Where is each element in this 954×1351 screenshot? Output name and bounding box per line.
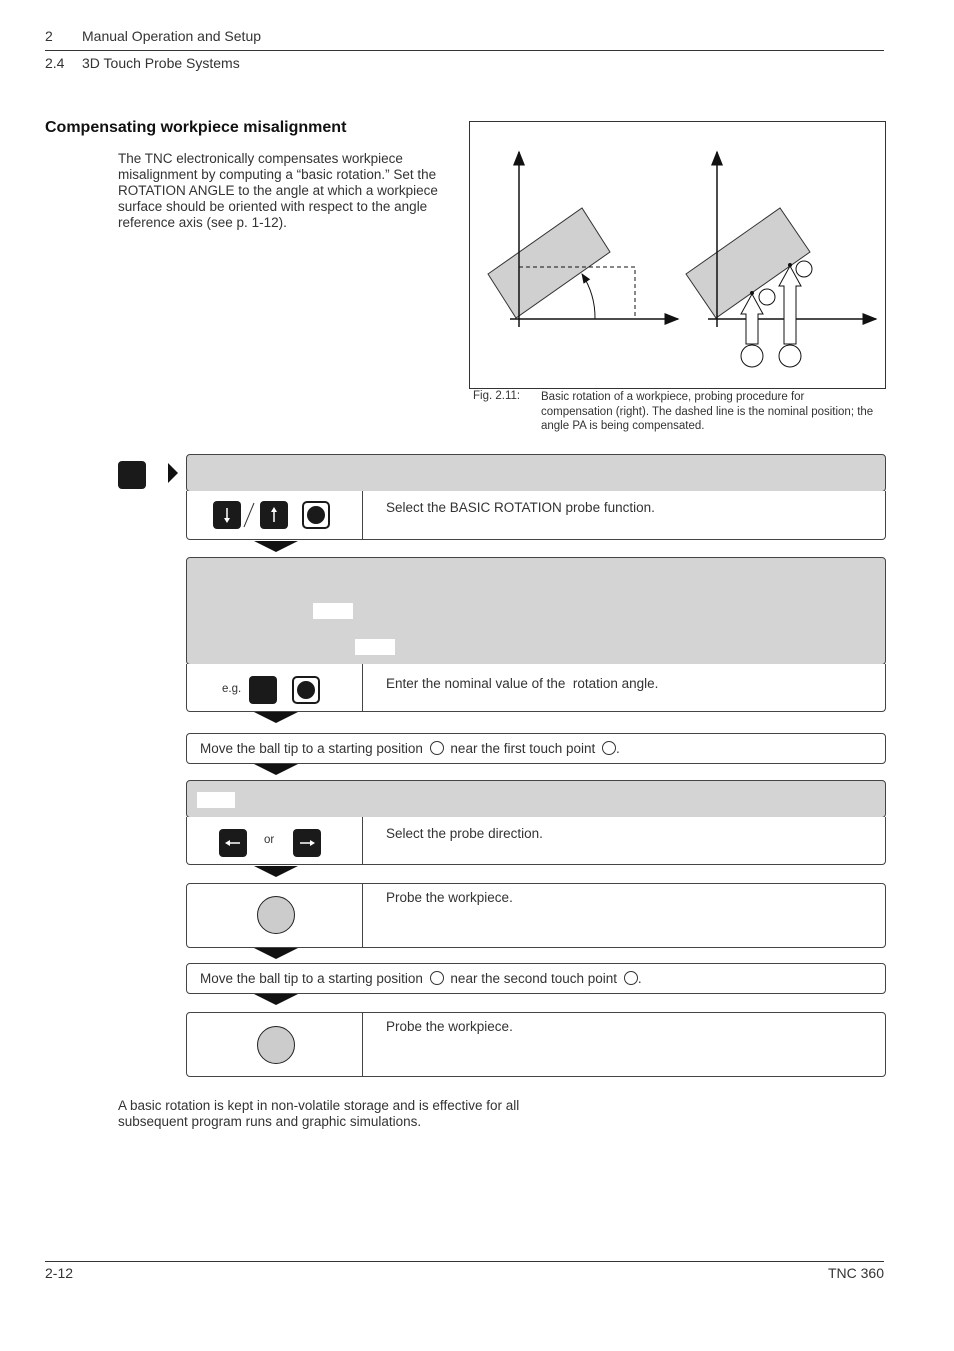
step-select-probe-direction	[186, 817, 886, 865]
footer-rule	[45, 1261, 884, 1262]
move2-end: .	[637, 971, 642, 986]
step5-keys	[187, 1013, 363, 1076]
screen-highlight-field	[355, 639, 395, 655]
flow-arrow-icon	[254, 948, 298, 959]
step-select-basic-rotation	[186, 491, 886, 540]
step3-keys	[187, 817, 363, 864]
page-number: 2-12	[45, 1265, 74, 1281]
screen-highlight-field	[197, 792, 235, 808]
step5-description: Probe the workpiece.	[386, 1019, 513, 1034]
arrow-right-icon	[293, 829, 321, 857]
move1-text-a: Move the ball tip to a starting position	[200, 741, 423, 756]
arrow-left-key[interactable]	[219, 829, 247, 857]
step2-keys	[187, 664, 363, 711]
move2-text-b: near the second touch point	[450, 971, 618, 986]
or-label: or	[264, 834, 275, 846]
arrow-down-icon	[213, 501, 241, 529]
ent-key[interactable]	[302, 501, 330, 529]
figure-basic-rotation	[469, 121, 886, 389]
start-arrow-icon	[168, 463, 178, 483]
step-enter-rotation-angle	[186, 664, 886, 712]
screen-display-2	[186, 557, 886, 665]
right-diagram	[686, 152, 876, 367]
flow-arrow-icon	[254, 866, 298, 877]
machine-start-button[interactable]	[257, 896, 295, 934]
step-probe-workpiece-2	[186, 1012, 886, 1077]
number-key[interactable]	[249, 676, 277, 704]
move-to-second-point	[186, 963, 886, 994]
flow-arrow-icon	[254, 764, 298, 775]
arrow-up-key[interactable]	[260, 501, 288, 529]
flow-arrow-icon	[254, 994, 298, 1005]
figure-diagram	[470, 122, 885, 388]
screen-display-3	[186, 780, 886, 818]
product-name: TNC 360	[827, 1265, 884, 1281]
chapter-title: Manual Operation and Setup	[82, 28, 262, 44]
screen-display-1	[186, 454, 886, 492]
start-position-circle-icon	[430, 971, 444, 985]
flow-arrow-icon	[254, 541, 298, 552]
step4-description: Probe the workpiece.	[386, 890, 513, 905]
slash-separator	[242, 501, 256, 529]
move1-text-b: near the first touch point	[450, 741, 596, 756]
step1-description: Select the BASIC ROTATION probe function.	[386, 500, 655, 515]
step4-keys	[187, 884, 363, 947]
step2-description: Enter the nominal value of the rotation angle.	[386, 676, 659, 691]
move2-text-a: Move the ball tip to a starting position	[200, 971, 423, 986]
example-label: e.g.	[222, 683, 242, 695]
probe-function-key	[118, 461, 146, 489]
touch-point-circle-icon	[602, 741, 616, 755]
arrow-up-icon	[260, 501, 288, 529]
arrow-down-key[interactable]	[213, 501, 241, 529]
figure-number: Fig. 2.11:	[473, 390, 521, 402]
section-number: 2.4	[45, 55, 65, 71]
move1-end: .	[616, 741, 620, 756]
touch-point-circle-icon	[624, 971, 638, 985]
step-probe-workpiece-1	[186, 883, 886, 948]
screen-highlight-field	[313, 603, 353, 619]
chapter-number: 2	[45, 28, 53, 44]
arrow-left-icon	[219, 829, 247, 857]
start-position-circle-icon	[430, 741, 444, 755]
step3-description: Select the probe direction.	[386, 826, 543, 841]
move2-text	[200, 971, 642, 986]
closing-paragraph: A basic rotation is kept in non-volatile storage and is effective for all subsequent program runs and graphic simulations.	[118, 1098, 520, 1129]
page-title: Compensating workpiece misalignment	[45, 119, 347, 136]
arrow-right-key[interactable]	[293, 829, 321, 857]
flow-arrow-icon	[254, 712, 298, 723]
step1-keys	[187, 491, 363, 539]
left-diagram	[488, 152, 678, 327]
machine-start-button[interactable]	[257, 1026, 295, 1064]
section-title: 3D Touch Probe Systems	[82, 55, 240, 71]
move1-text	[200, 741, 620, 756]
intro-paragraph: The TNC electronically compensates workpiece misalignment by computing a “basic rotation.” Set the ROTATION ANGLE to the angle at which a workpiece surface should be oriented with respect to the angle reference axis (see p. 1-12).	[118, 151, 438, 230]
move-to-first-point	[186, 733, 886, 764]
header-rule	[45, 50, 884, 51]
figure-caption: Basic rotation of a workpiece, probing procedure for compensation (right). The dashed line is the nominal position; the angle PA is being compensated.	[541, 391, 874, 432]
ent-key[interactable]	[292, 676, 320, 704]
